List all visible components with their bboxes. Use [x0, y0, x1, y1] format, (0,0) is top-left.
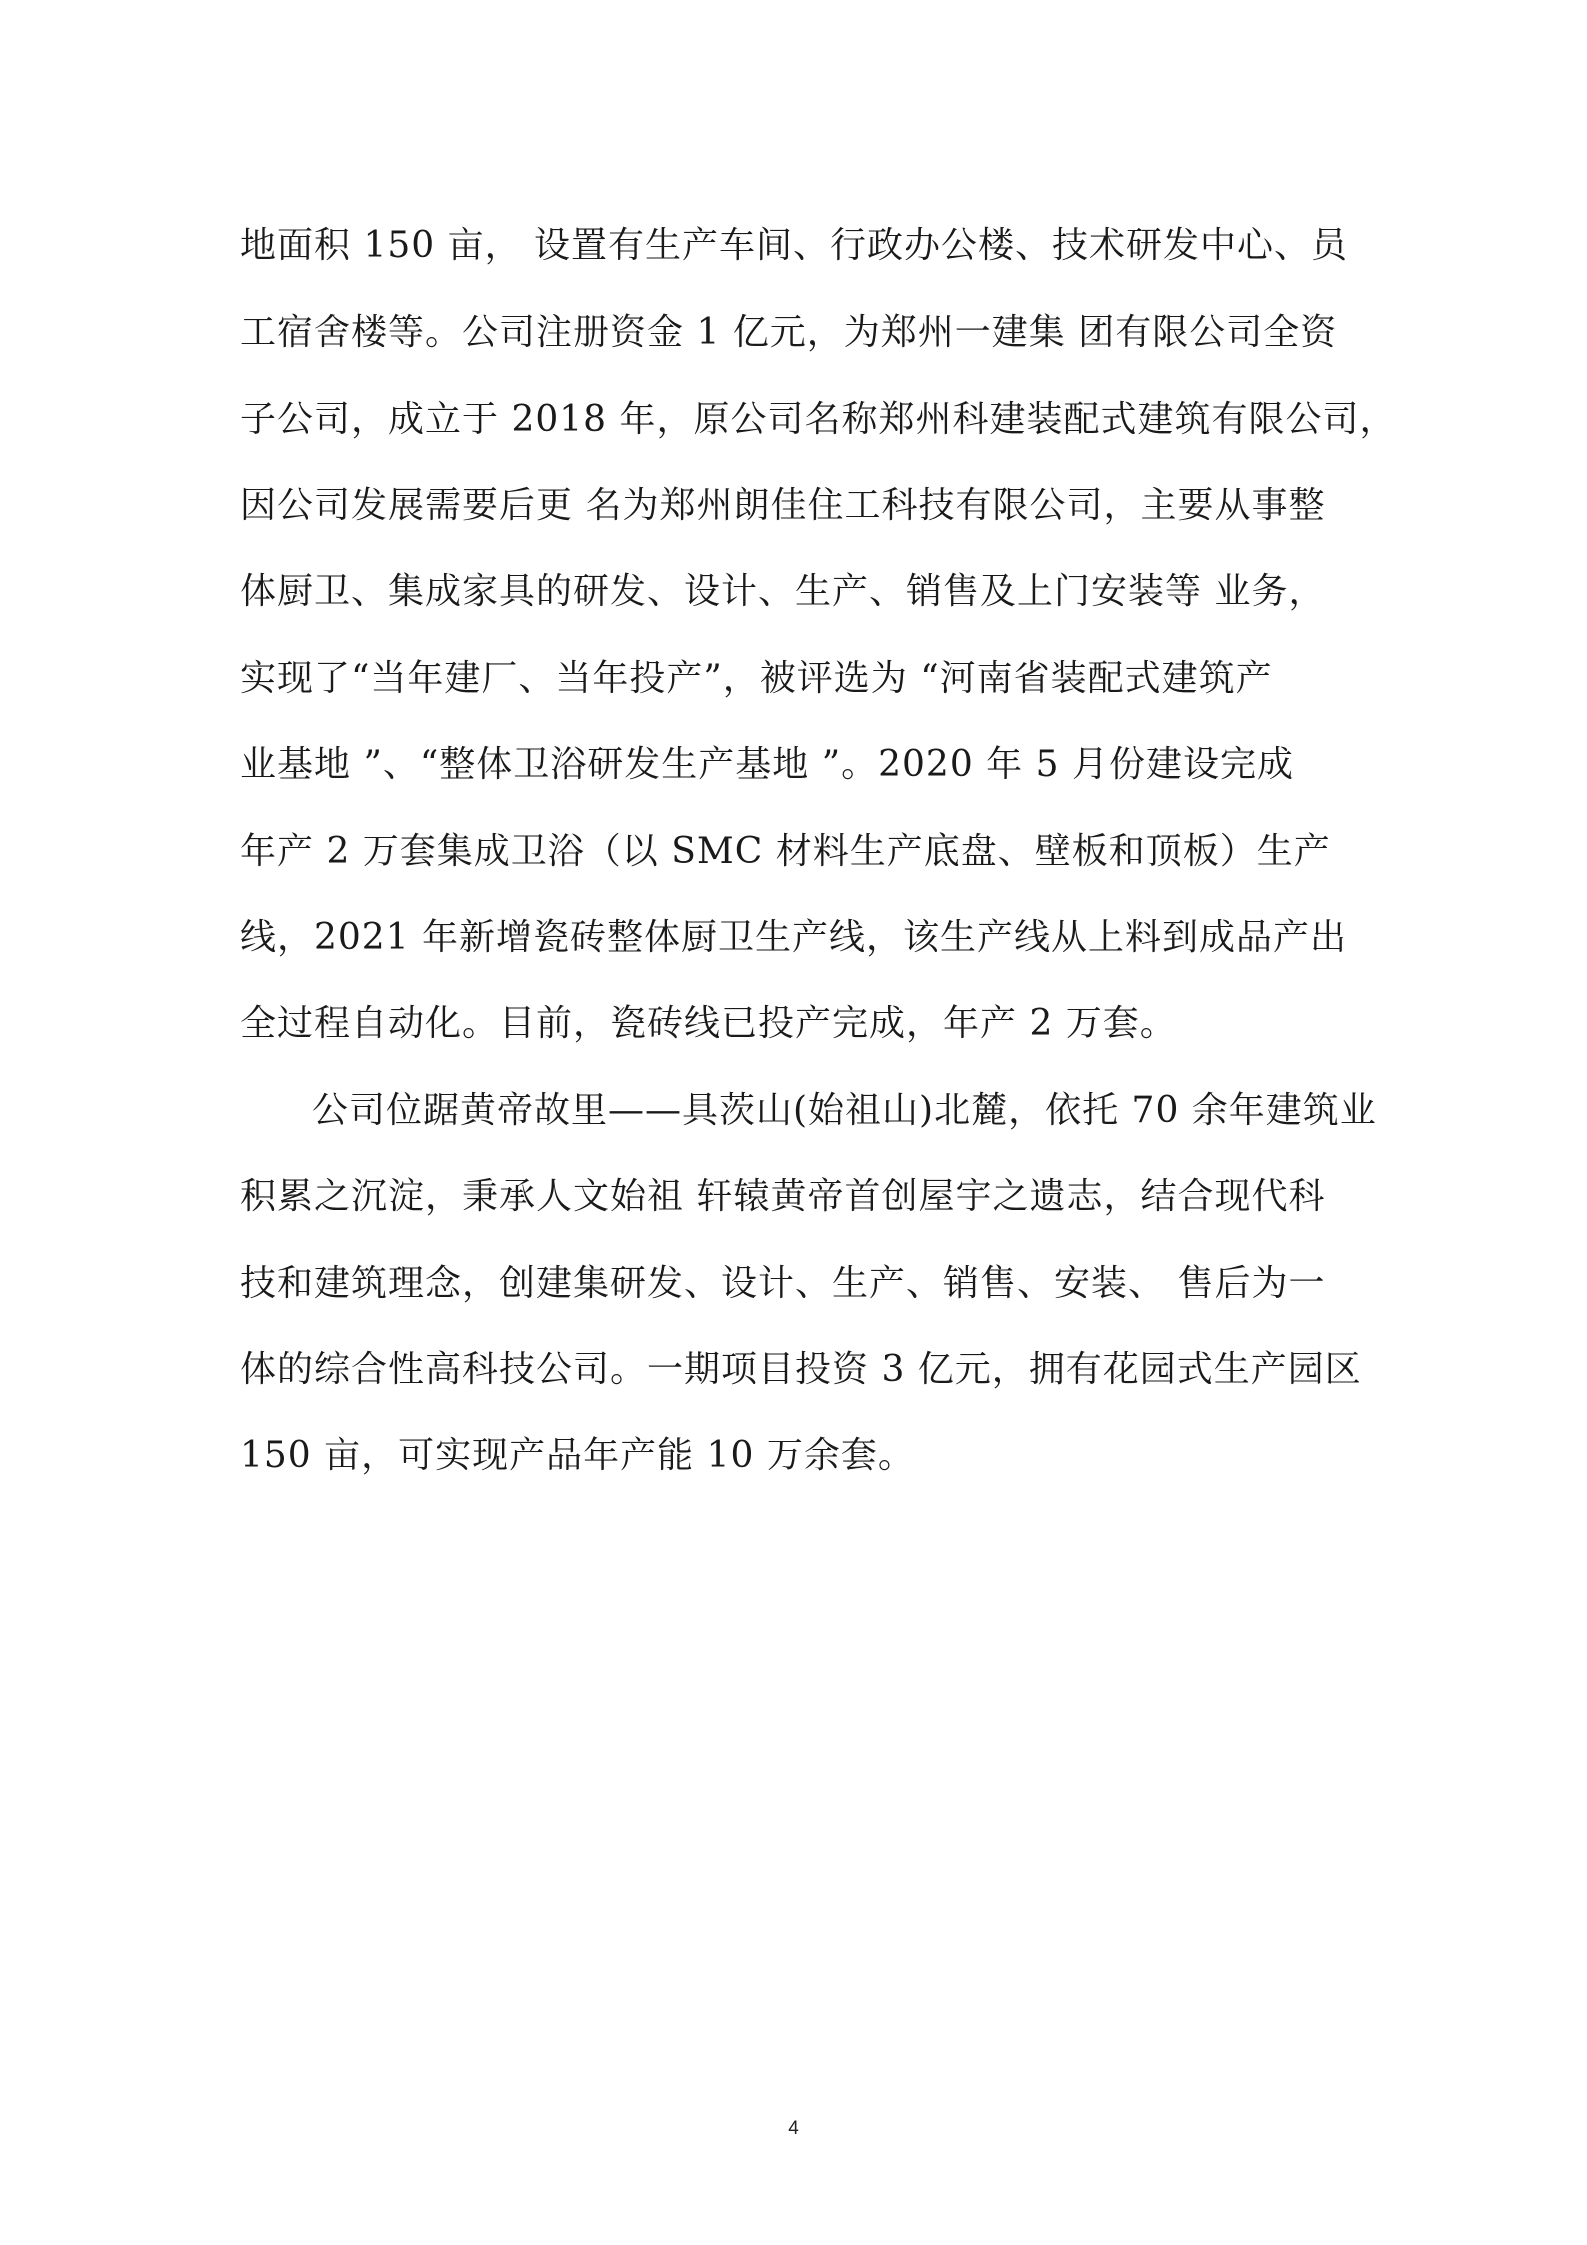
- text-line: 技和建筑理念，创建集研发、设计、生产、销售、安装、 售后为一: [240, 1263, 1326, 1304]
- text-line: 业基地 ”、“整体卫浴研发生产基地 ”。2020 年 5 月份建设完成: [240, 744, 1294, 785]
- text-line: 体的综合性高科技公司。一期项目投资 3 亿元，拥有花园式生产园区: [240, 1349, 1362, 1390]
- text-line: 150 亩，可实现产品年产能 10 万余套。: [240, 1435, 915, 1476]
- text-line: 地面积 150 亩， 设置有生产车间、行政办公楼、技术研发中心、员: [240, 225, 1349, 266]
- text-line: 全过程自动化。目前，瓷砖线已投产完成，年产 2 万套。: [240, 1003, 1177, 1044]
- text-line: 积累之沉淀，秉承人文始祖 轩辕黄帝首创屋宇之遗志，结合现代科: [240, 1176, 1326, 1217]
- text-line: 体厨卫、集成家具的研发、设计、生产、销售及上门安装等 业务，: [240, 571, 1326, 612]
- text-line: 实现了“当年建厂、当年投产”，被评选为 “河南省装配式建筑产: [240, 658, 1273, 699]
- text-line: 子公司，成立于 2018 年，原公司名称郑州科建装配式建筑有限公司，: [240, 399, 1397, 440]
- page-number: 4: [788, 2118, 799, 2139]
- text-line: 年产 2 万套集成卫浴（以 SMC 材料生产底盘、壁板和顶板）生产: [240, 831, 1331, 872]
- text-line: 公司位踞黄帝故里——具茨山(始祖山)北麓，依托 70 余年建筑业: [312, 1090, 1377, 1131]
- text-line: 线，2021 年新增瓷砖整体厨卫生产线，该生产线从上料到成品产出: [240, 917, 1348, 958]
- text-line: 工宿舍楼等。公司注册资金 1 亿元，为郑州一建集 团有限公司全资: [240, 312, 1338, 353]
- text-line: 因公司发展需要后更 名为郑州朗佳住工科技有限公司，主要从事整: [240, 485, 1326, 526]
